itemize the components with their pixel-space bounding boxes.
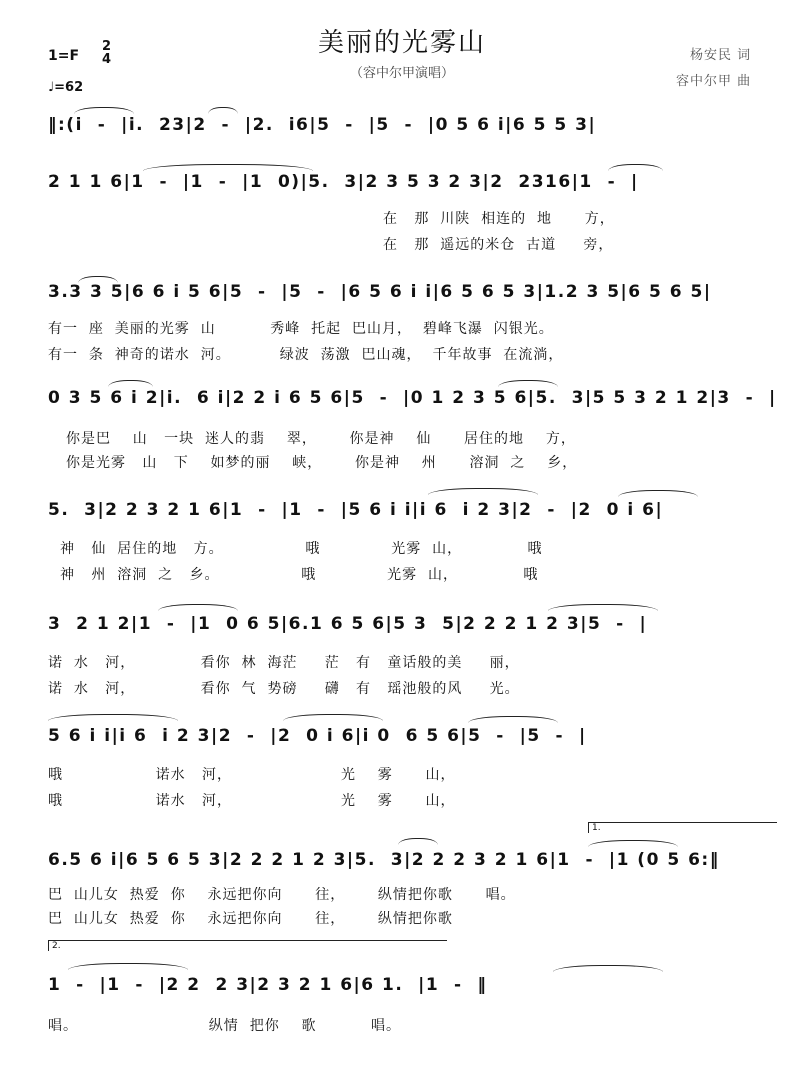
score-row-3 bbox=[48, 388, 777, 471]
tie-mark bbox=[283, 714, 383, 721]
slur-mark bbox=[78, 276, 118, 283]
score-row-2 bbox=[48, 282, 773, 363]
song-title: 美丽的光雾山 bbox=[318, 28, 487, 58]
notation-line: 5 6 i i|i 6 i 2 3|2 - |2 0 i 6|i 0 6 5 6|5 - |5 - | bbox=[48, 726, 587, 746]
performer-note: （容中尔甲演唱） bbox=[350, 66, 455, 81]
tie-mark bbox=[74, 107, 134, 114]
second-ending-bracket: 2. bbox=[48, 940, 447, 951]
time-signature-bottom: 4 bbox=[102, 52, 112, 67]
score-row-1 bbox=[48, 172, 773, 253]
notation-line: 0 3 5 6 i 2|i. 6 i|2 2 i 6 5 6|5 - |0 1 2 3 5 6|5. 3|5 5 3 2 1 2|3 - | bbox=[48, 388, 777, 408]
lyric-verse-1: 哦 诺水 河， 光 雾 山， bbox=[48, 767, 456, 783]
notation-line: 1 - |1 - |2 2 2 3|2 3 2 1 6|6 1. |1 - ‖ bbox=[48, 975, 488, 995]
slur-mark bbox=[548, 604, 658, 611]
lyric-verse-2: 诺 水 河， 看你 气 势磅 礴 有 瑶池般的风 光。 bbox=[48, 681, 520, 697]
lyric-verse-1: 有一 座 美丽的光雾 山 秀峰 托起 巴山月， 碧峰飞瀑 闪银光。 bbox=[48, 321, 554, 337]
composer-credit: 容中尔甲 曲 bbox=[676, 74, 752, 89]
lyric-verse-2: 哦 诺水 河， 光 雾 山， bbox=[48, 793, 456, 809]
score-row-6 bbox=[48, 726, 773, 809]
slur-mark bbox=[398, 838, 438, 845]
tie-mark bbox=[143, 164, 313, 171]
score-row-4 bbox=[48, 500, 773, 583]
slur-mark bbox=[428, 488, 538, 495]
tempo-marking: ♩=62 bbox=[48, 80, 84, 95]
lyric-verse-1: 神 仙 居住的地 方。 哦 光雾 山， 哦 bbox=[60, 541, 543, 557]
notation-line: 2 1 1 6|1 - |1 - |1 0)|5. 3|2 3 5 3 2 3|2 2316|1 - | bbox=[48, 172, 639, 192]
lyric-verse-2: 在 那 遥远的米仓 古道 旁， bbox=[383, 237, 614, 253]
lyric-verse-1: 唱。 纵情 把你 歌 唱。 bbox=[48, 1018, 402, 1034]
slur-mark bbox=[468, 716, 558, 723]
time-signature bbox=[102, 40, 111, 66]
notation-line: ‖:(i - |i. 23|2 - |2. i6|5 - |5 - |0 5 6 i|6 5 5 3| bbox=[48, 115, 597, 135]
lyricist-credit: 杨安民 词 bbox=[690, 48, 752, 63]
key-signature: 1=F bbox=[48, 48, 80, 64]
notation-line: 3.3 3 5|6 6 i 5 6|5 - |5 - |6 5 6 i i|6 5 6 5 3|1.2 3 5|6 5 6 5| bbox=[48, 282, 712, 302]
lyric-verse-1: 巴 山儿女 热爱 你 永远把你向 往， 纵情把你歌 唱。 bbox=[48, 887, 516, 903]
slur-mark bbox=[498, 380, 558, 387]
lyric-verse-1: 诺 水 河， 看你 林 海茫 茫 有 童话般的美 丽， bbox=[48, 655, 520, 671]
slur-mark bbox=[208, 107, 238, 114]
notation-line: 6.5 6 i|6 5 6 5 3|2 2 2 1 2 3|5. 3|2 2 2 3 2 1 6|1 - |1 (0 5 6:‖ bbox=[48, 850, 720, 870]
first-ending-bracket: 1. bbox=[588, 822, 777, 833]
lyric-verse-2: 你是光雾 山 下 如梦的丽 峡， 你是神 州 溶洞 之 乡， bbox=[66, 455, 578, 471]
lyric-verse-2: 神 州 溶洞 之 乡。 哦 光雾 山， 哦 bbox=[60, 567, 539, 583]
lyric-verse-1: 你是巴 山 一块 迷人的翡 翠， 你是神 仙 居住的地 方， bbox=[66, 431, 576, 447]
slur-mark bbox=[608, 164, 663, 171]
tie-mark bbox=[68, 963, 188, 970]
score-row-5 bbox=[48, 614, 773, 697]
tie-mark bbox=[588, 840, 678, 847]
slur-mark bbox=[48, 714, 178, 721]
lyric-verse-2: 巴 山儿女 热爱 你 永远把你向 往， 纵情把你歌 bbox=[48, 911, 453, 927]
tie-mark bbox=[618, 490, 698, 497]
tie-mark bbox=[553, 965, 663, 972]
lyric-verse-2: 有一 条 神奇的诺水 河。 绿波 荡激 巴山魂， 千年故事 在流淌， bbox=[48, 347, 564, 363]
score-row-7 bbox=[48, 850, 773, 927]
time-signature-top: 2 bbox=[102, 39, 112, 54]
tie-mark bbox=[158, 604, 238, 611]
notation-line: 3 2 1 2|1 - |1 0 6 5|6.1 6 5 6|5 3 5|2 2 2 1 2 3|5 - | bbox=[48, 614, 648, 634]
slur-mark bbox=[108, 380, 153, 387]
score-row-0 bbox=[48, 115, 773, 135]
notation-line: 5. 3|2 2 3 2 1 6|1 - |1 - |5 6 i i|i 6 i 2 3|2 - |2 0 i 6| bbox=[48, 500, 664, 520]
score-row-8 bbox=[48, 975, 773, 1034]
lyric-verse-1: 在 那 川陕 相连的 地 方， bbox=[383, 211, 615, 227]
